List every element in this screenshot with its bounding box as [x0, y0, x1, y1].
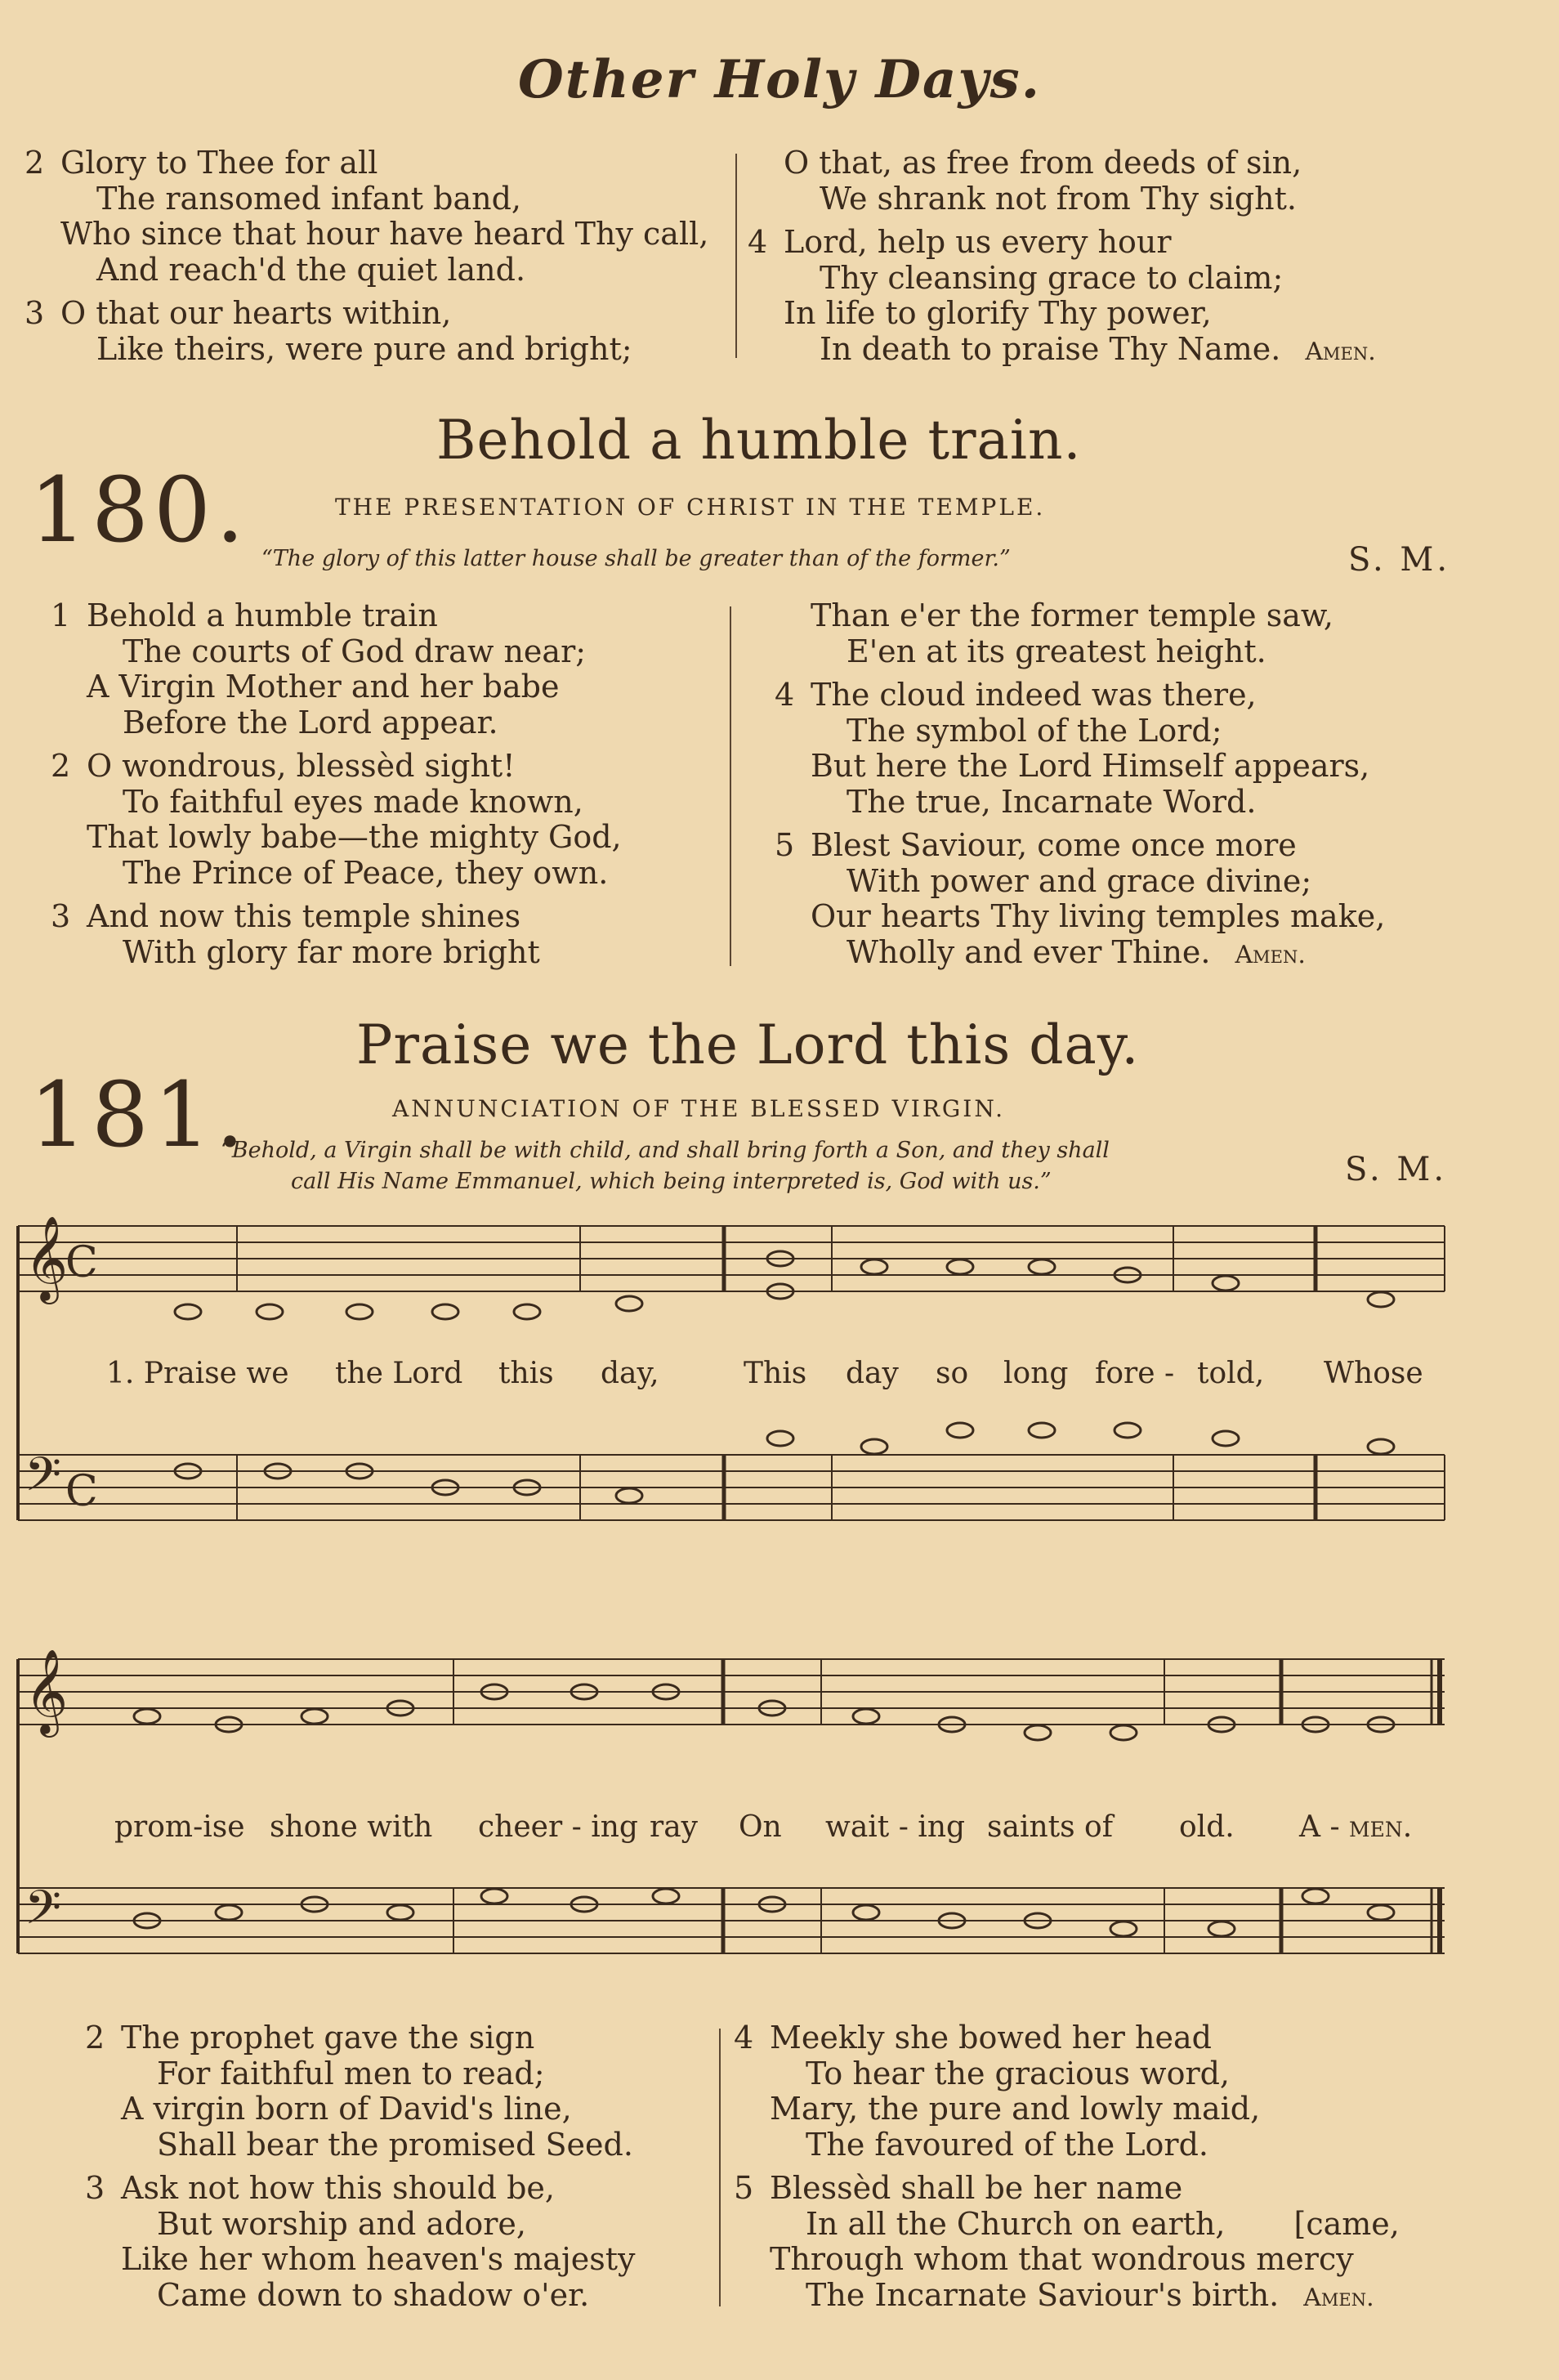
verse-line: Like her whom heaven's majesty — [121, 2241, 636, 2277]
hymn-meter: S. M. — [1345, 1151, 1448, 1188]
svg-text:𝄞: 𝄞 — [25, 1649, 69, 1734]
verse-line: Glory to Thee for all — [60, 145, 378, 181]
stanza — [51, 749, 622, 891]
verse-line: Thy cleansing grace to claim; — [820, 259, 1284, 296]
svg-text:𝄢: 𝄢 — [25, 1880, 62, 1947]
lyric-syllable: This — [744, 1357, 807, 1390]
verse-line: Who since that hour have heard Thy call, — [60, 216, 709, 252]
verse-line: O that our hearts within, — [60, 295, 452, 331]
hymn180-left-column — [51, 598, 622, 978]
hymn181-right-column — [734, 2020, 1400, 2324]
stanza-number: 4 — [775, 677, 795, 713]
lyric-syllable: shone with — [270, 1810, 433, 1844]
verse-line: And reach'd the quiet land. — [96, 251, 526, 288]
amen-label: Amen. — [1305, 337, 1376, 366]
stanza-number: 4 — [748, 224, 768, 260]
lyric-syllable: saints of — [987, 1810, 1114, 1844]
column-divider — [735, 154, 737, 358]
lyric-syllable: wait - ing — [825, 1810, 966, 1844]
stanza — [85, 2171, 635, 2313]
lyric-syllable: fore - — [1095, 1357, 1175, 1390]
verse-line: But here the Lord Himself appears, — [811, 748, 1370, 784]
amen-label: Amen. — [1235, 940, 1306, 969]
lyric-syllable: Whose — [1324, 1357, 1423, 1390]
lyric-syllable: long — [1003, 1357, 1069, 1390]
verse-line: To faithful eyes made known, — [123, 783, 583, 820]
verse-line: Came down to shadow o'er. — [157, 2276, 590, 2313]
stanza-number: 3 — [25, 295, 45, 331]
hymn-occasion: THE PRESENTATION OF CHRIST IN THE TEMPLE. — [335, 494, 1046, 521]
lyric-syllable: cheer - ing — [478, 1810, 638, 1844]
stanza — [51, 899, 622, 970]
lyric-syllable: day — [846, 1357, 899, 1390]
lyric-syllable: this — [498, 1357, 554, 1390]
verse-line: That lowly babe—the mighty God, — [87, 819, 622, 855]
stanza — [748, 225, 1376, 369]
verse-line: Than e'er the former temple saw, — [811, 597, 1333, 633]
stanza-number: 3 — [51, 898, 71, 934]
verse-line: E'en at its greatest height. — [847, 633, 1266, 669]
stanza — [775, 678, 1385, 820]
hymn-title: Behold a humble train. — [436, 409, 1082, 472]
stanza — [734, 2020, 1400, 2163]
verse-line: In life to glorify Thy power, — [784, 295, 1212, 331]
stanza — [748, 145, 1376, 217]
verse-line: Wholly and ever Thine. — [847, 933, 1211, 970]
verse-line: Blessèd shall be her name — [770, 2170, 1183, 2206]
verse-line: With glory far more bright — [123, 933, 540, 970]
prev-hymn-left-column — [25, 145, 708, 375]
verse-line: The symbol of the Lord; — [847, 712, 1222, 749]
verse-line: In death to praise Thy Name. — [820, 330, 1281, 367]
svg-text:C: C — [65, 1467, 98, 1516]
verse-line: Through whom that wondrous mercy — [770, 2241, 1354, 2277]
verse-line: Blest Saviour, come once more — [811, 827, 1297, 863]
svg-text:𝄞: 𝄞 — [25, 1215, 69, 1301]
hymn-epigraph: “Behold, a Virgin shall be with child, and shall bring forth a Son, and they shall — [221, 1138, 1110, 1163]
amen-label: Amen. — [1303, 2283, 1374, 2312]
hymn-title: Praise we the Lord this day. — [356, 1013, 1140, 1076]
verse-line: A virgin born of David's line, — [121, 2091, 572, 2127]
verse-line: Meekly she bowed her head — [770, 2020, 1212, 2056]
stanza-number: 1 — [51, 597, 71, 633]
stanza — [775, 598, 1385, 669]
lyric-syllable: day, — [601, 1357, 659, 1390]
hymn-epigraph: call His Name Emmanuel, which being interpreted is, God with us.” — [291, 1169, 1052, 1194]
verse-line: The Incarnate Saviour's birth. — [806, 2276, 1280, 2313]
stanza — [775, 828, 1385, 973]
prev-hymn-right-column — [748, 145, 1376, 378]
verse-line: Ask not how this should be, — [121, 2170, 555, 2206]
verse-line: For faithful men to read; — [157, 2055, 545, 2091]
verse-line: O wondrous, blessèd sight! — [87, 748, 516, 784]
verse-line: To hear the gracious word, — [806, 2055, 1231, 2091]
verse-line: The cloud indeed was there, — [811, 677, 1257, 713]
stanza-number: 5 — [734, 2170, 754, 2206]
stanza-number: 2 — [51, 748, 71, 784]
verse-line: The true, Incarnate Word. — [847, 783, 1257, 820]
lyric-syllable: 1. Praise we — [106, 1357, 289, 1390]
verse-line: Like theirs, were pure and bright; — [96, 330, 632, 367]
lyric-syllable: On — [739, 1810, 782, 1844]
lyric-syllable: A - men. — [1299, 1810, 1413, 1844]
turnover-text: [came, — [1293, 2205, 1400, 2242]
verse-line: Mary, the pure and lowly maid, — [770, 2091, 1261, 2127]
stanza — [25, 296, 708, 367]
lyric-syllable: old. — [1179, 1810, 1235, 1844]
stanza — [25, 145, 708, 288]
stanza-number: 4 — [734, 2020, 754, 2056]
verse-line: The prophet gave the sign — [121, 2020, 535, 2056]
verse-line: Behold a humble train — [87, 597, 438, 633]
verse-line: With power and grace divine; — [847, 862, 1312, 899]
hymn-number: 180. — [29, 458, 249, 562]
lyric-syllable: so — [936, 1357, 969, 1390]
column-divider — [730, 606, 731, 966]
hymn-epigraph: “The glory of this latter house shall be greater than of the former.” — [261, 546, 1011, 571]
verse-line: Shall bear the promised Seed. — [157, 2126, 633, 2163]
verse-line: Our hearts Thy living temples make, — [811, 898, 1386, 934]
running-head: Other Holy Days. — [518, 49, 1041, 110]
hymn-occasion: ANNUNCIATION OF THE BLESSED VIRGIN. — [392, 1095, 1005, 1122]
verse-line: The Prince of Peace, they own. — [123, 854, 609, 891]
lyric-syllable: prom-ise — [114, 1810, 245, 1844]
stanza — [734, 2171, 1400, 2315]
verse-line: Lord, help us every hour — [784, 224, 1172, 260]
hymn-number: 181. — [29, 1062, 249, 1167]
verse-line: Before the Lord appear. — [123, 704, 498, 740]
lyric-syllable: told, — [1197, 1357, 1265, 1390]
hymn181-left-column — [85, 2020, 635, 2321]
verse-line: The courts of God draw near; — [123, 633, 587, 669]
verse-line: We shrank not from Thy sight. — [820, 180, 1297, 217]
stanza-number: 2 — [25, 145, 45, 181]
stanza-number: 3 — [85, 2170, 105, 2206]
verse-line: And now this temple shines — [87, 898, 521, 934]
column-divider — [719, 2029, 721, 2306]
hymn-meter: S. M. — [1348, 541, 1451, 579]
stanza — [85, 2020, 635, 2163]
hymn180-right-column — [775, 598, 1385, 981]
verse-line: The favoured of the Lord. — [806, 2126, 1208, 2163]
stanza-number: 5 — [775, 827, 795, 863]
svg-text:C: C — [65, 1238, 98, 1287]
lyric-syllable: ray — [650, 1810, 699, 1844]
stanza-number: 2 — [85, 2020, 105, 2056]
verse-line: In all the Church on earth, — [806, 2205, 1226, 2242]
verse-line: But worship and adore, — [157, 2205, 526, 2242]
lyric-syllable: the Lord — [335, 1357, 463, 1390]
svg-text:𝄢: 𝄢 — [25, 1447, 62, 1514]
verse-line: O that, as free from deeds of sin, — [784, 145, 1302, 181]
verse-line: A Virgin Mother and her babe — [87, 669, 560, 705]
verse-line: The ransomed infant band, — [96, 180, 522, 217]
stanza — [51, 598, 622, 740]
